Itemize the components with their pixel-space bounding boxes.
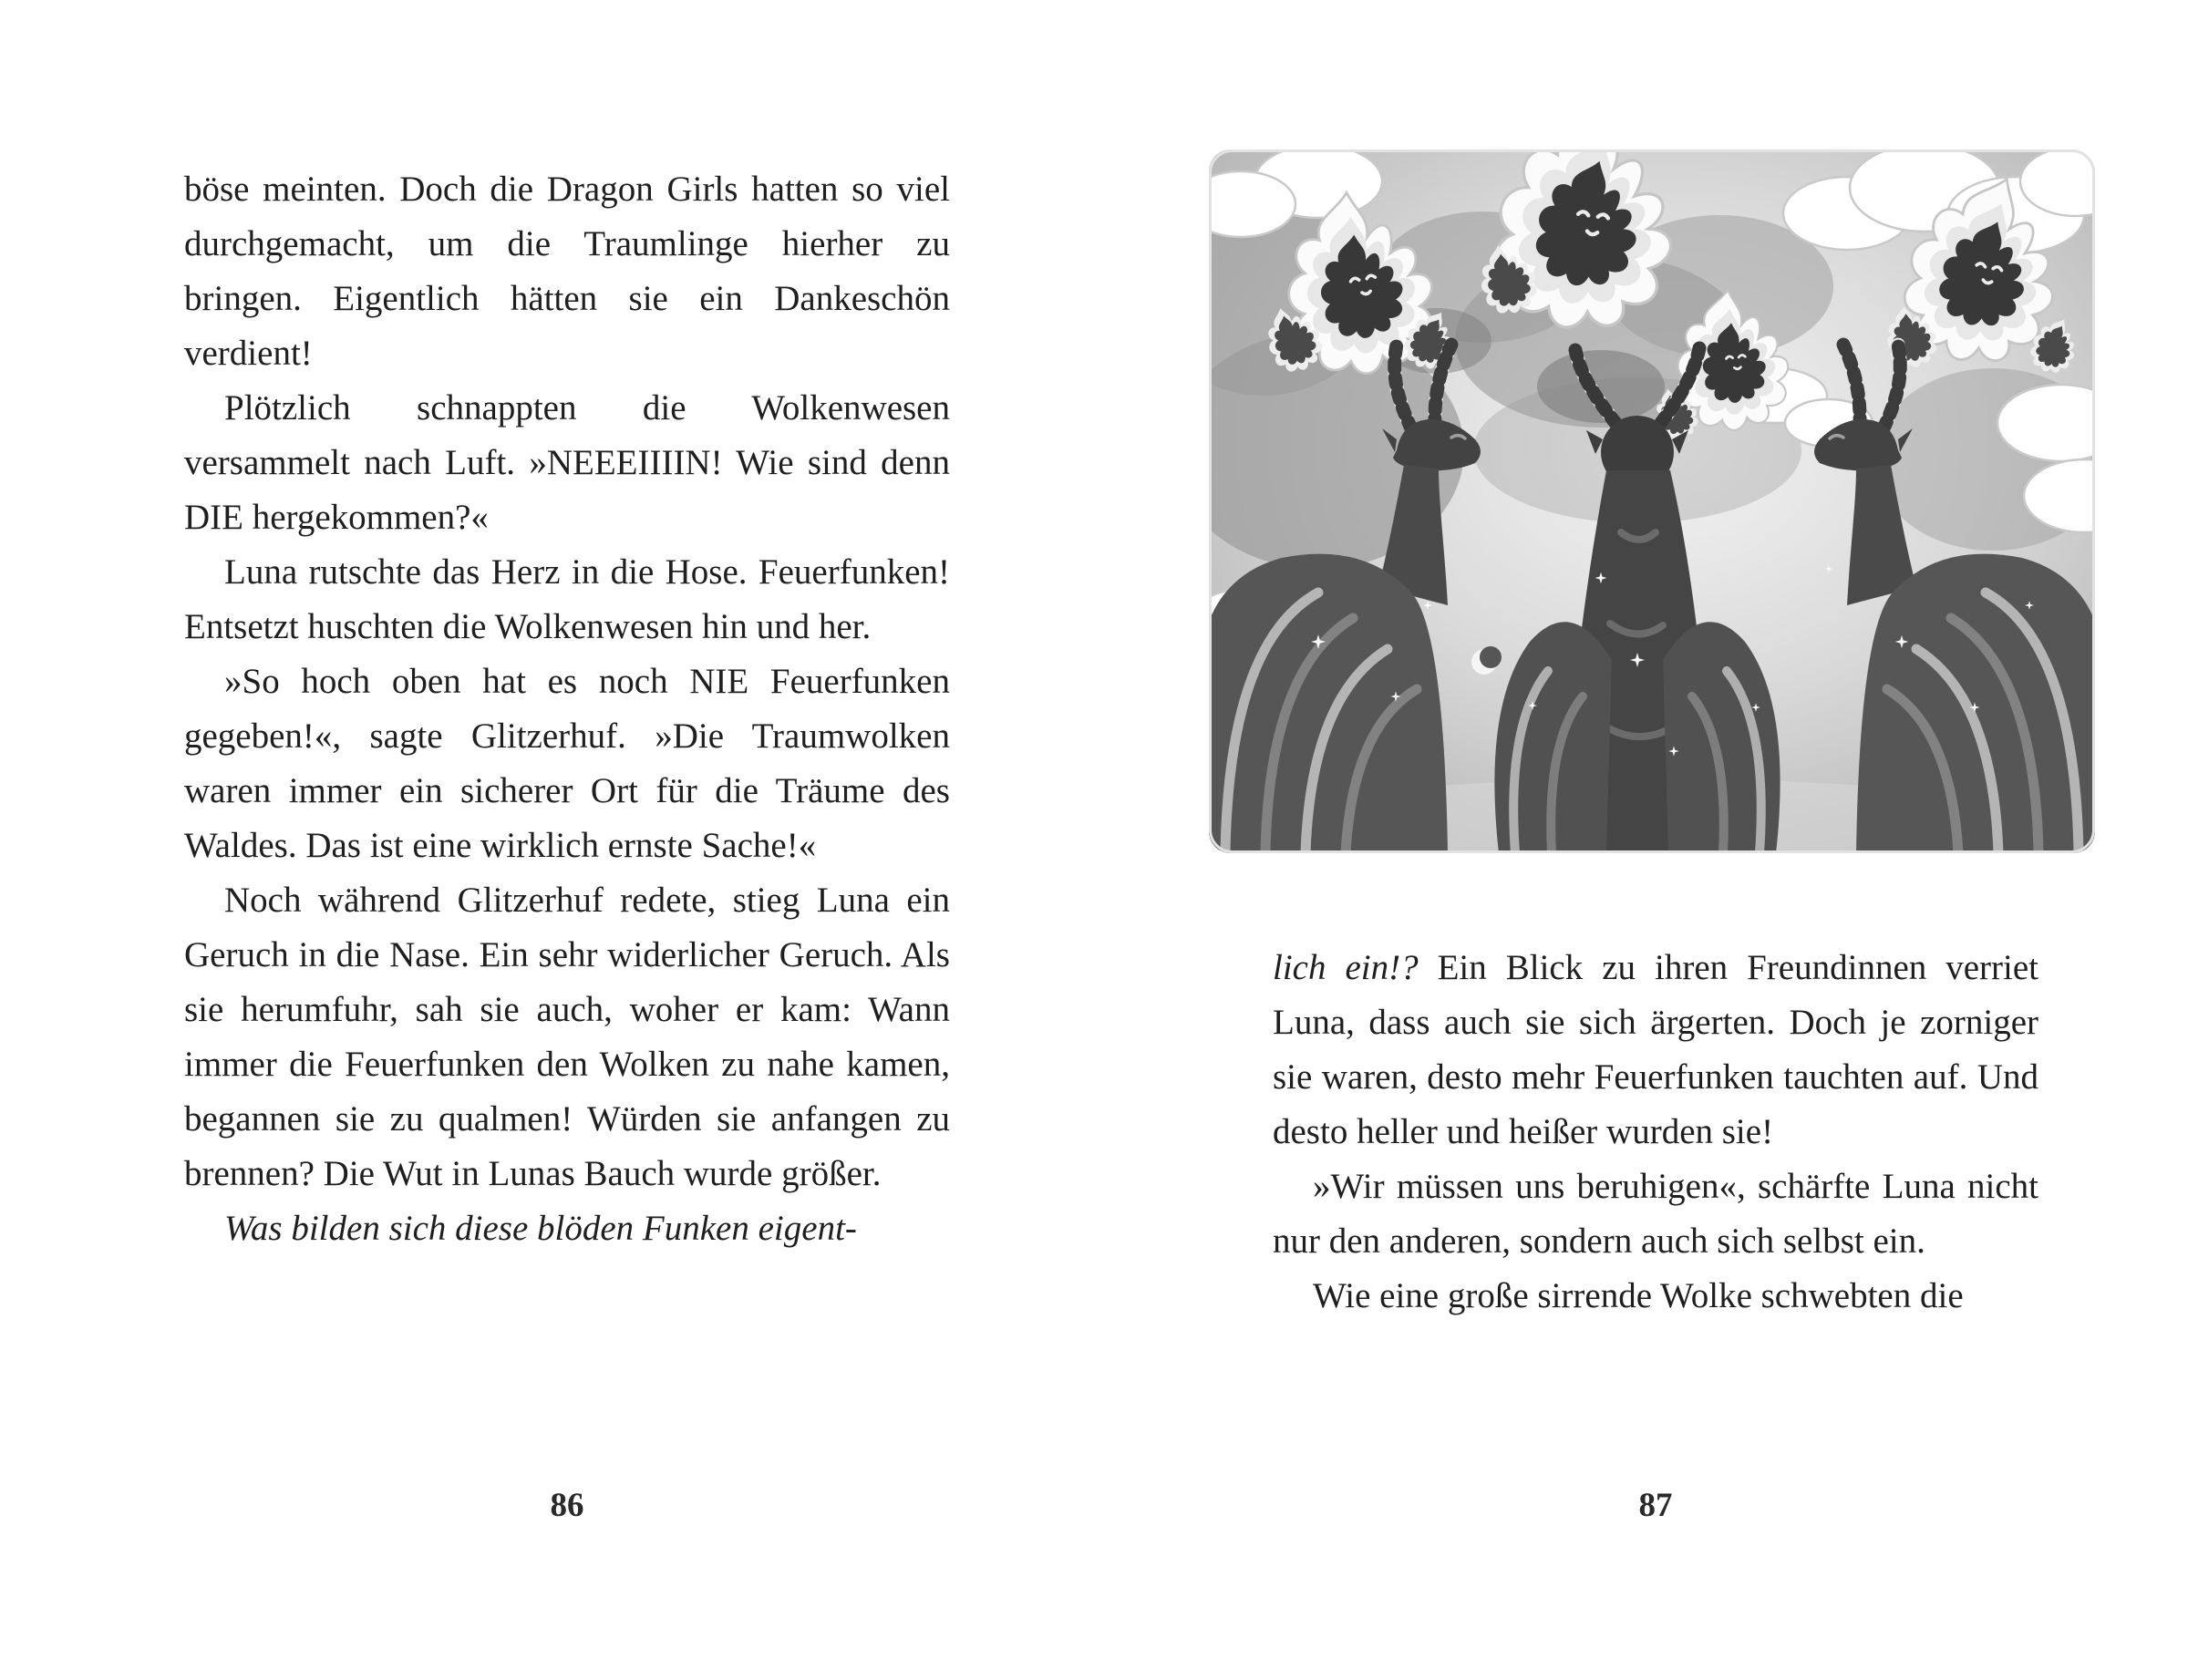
- paragraph: böse meinten. Doch die Dragon Girls hatten so viel durchgemacht, um die Traumlinge hierher zu bringen. Eigentlich hätten sie ein Dankeschön verdient!: [184, 170, 950, 373]
- page-number-right: 87: [1638, 1487, 1673, 1524]
- story-illustration: [1209, 149, 2095, 853]
- paragraph: »So hoch oben hat es noch NIE Feuerfunken gegeben!«, sagte Glitzerhuf. »Die Traumwolken waren immer ein sicherer Ort für die Träume des Waldes. Das ist eine wirklich ernste Sache!«: [184, 662, 950, 865]
- paragraph: »Wir müssen uns beruhigen«, schärfte Luna nicht nur den anderen, sondern auch sich selbst ein.: [1273, 1167, 2038, 1261]
- paragraph: Wie eine große sirrende Wolke schwebten die: [1313, 1276, 1964, 1315]
- paragraph-continuation: [1273, 941, 2038, 1160]
- page-number-left: 86: [550, 1487, 584, 1524]
- page-right-text: [1273, 941, 2038, 1324]
- paragraph: Luna rutschte das Herz in die Hose. Feuerfunken! Entsetzt huschten die Wolkenwesen hin und her.: [184, 552, 950, 646]
- paragraph: Noch während Glitzerhuf redete, stieg Luna ein Geruch in die Nase. Ein sehr widerlicher Geruch. Als sie herumfuhr, sah sie auch, woher er kam: Wann immer die Feuerfunken den Wolken zu nahe kamen, begannen sie zu qualmen! Würden sie anfangen zu brennen? Die Wut in Lunas Bauch wurde größer.: [184, 881, 950, 1193]
- page-left-text: [184, 162, 950, 1256]
- paragraph-continuation-rest: Ein Blick zu ihren Freundinnen verriet Luna, dass auch sie sich ärgerten. Doch je zorniger sie waren, desto mehr Feuerfunken tauchten auf. Und desto heller und heißer wurden sie!: [1273, 948, 2038, 1151]
- paragraph-continuation-italic: lich ein!?: [1273, 948, 1419, 987]
- paragraph-thought: Was bilden sich diese blöden Funken eigent-: [224, 1209, 857, 1248]
- paragraph: Plötzlich schnappten die Wolkenwesen versammelt nach Luft. »NEEEIIIIN! Wie sind denn DIE hergekommen?«: [184, 388, 950, 537]
